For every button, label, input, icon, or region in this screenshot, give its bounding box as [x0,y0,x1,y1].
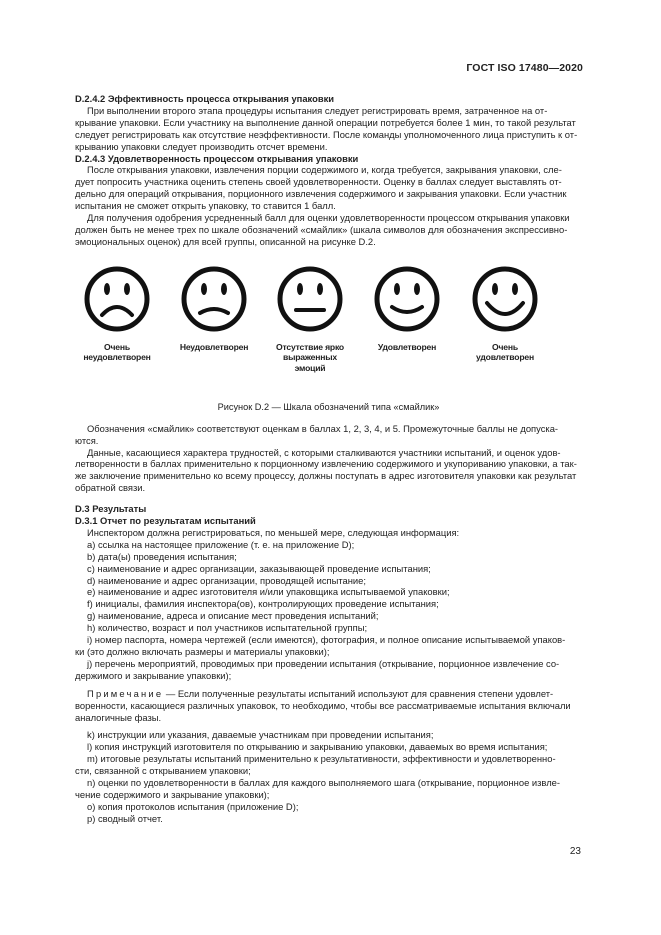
text-line: ются. [75,434,99,446]
section-d243-text2 [75,212,582,248]
list-item: c) наименование и адрес организации, заказывающей проведение испытания; [87,562,431,574]
unsatisfied-face-icon [180,265,248,333]
very-unsatisfied-face-icon [83,265,151,333]
satisfied-face-icon [373,265,441,333]
list-item: g) наименование, адреса и описание мест проведения испытаний; [87,610,379,622]
note-line: воренности, касающиеся различных упаковок, то необходимо, чтобы все рассматриваемые испытания включали [75,699,571,711]
report-items-list-2 [75,729,582,824]
neutral-face-icon [276,265,344,333]
text-line: обратной связи. [75,482,146,494]
list-item: j) перечень мероприятий, проводимых при проведении испытания (открывание, порционное извлечение со- [87,657,560,669]
list-item: e) наименование и адрес изготовителя и/или упаковщика испытываемой упаковки; [87,586,450,598]
list-item: p) сводный отчет. [87,812,163,824]
list-item: i) номер паспорта, номера чертежей (если имеются), фотография, и полное описание испытываемой упаков- [87,634,566,646]
note-line [75,688,582,700]
list-item-continuation: ки (это должно включать размеры и материалы упаковки); [75,646,330,657]
paragraph-scale-meaning [75,423,582,447]
list-item: b) дата(ы) проведения испытания; [87,550,237,562]
text-line: крыванию упаковки следует производить отсчет времени. [75,140,328,152]
list-item: l) копия инструкций изготовителя по открыванию и закрыванию упаковки, даваемых во время испытания; [87,741,548,753]
list-item: o) копия протоколов испытания (приложение D); [87,800,299,812]
report-intro: Инспектором должна регистрироваться, по меньшей мере, следующая информация: [87,526,460,538]
list-item-continuation: сти, связанной с открыванием упаковки; [75,765,251,777]
smiley-label: Неудовлетворен [179,341,249,352]
text-line: Для получения одобрения усредненный балл для оценки удовлетворенности процессом открывания упаковки [87,212,570,224]
page-number: 23 [569,846,581,857]
list-item-continuation: чение содержимого и закрывание упаковки); [75,788,270,800]
section-d242-text [75,105,582,153]
list-item: d) наименование и адрес организации, проводящей испытание; [87,574,366,586]
section-d243-text [75,164,582,212]
smiley-label: Очень удовлетворен [476,341,534,363]
text-line: испытания не сможет открыть упаковку, то ставится 1 балл. [75,200,336,212]
list-item: m) итоговые результаты испытаний применительно к результативности, эффективности и удовлетворенно- [87,753,556,765]
paragraph-feedback [75,447,582,495]
text-line: должен быть не менее трех по шкале обозначений «смайлик» (шкала символов для обозначения экспрессивно- [75,223,568,235]
list-item: h) количество, возраст и пол участников испытательной группы; [87,622,368,634]
text-line: После открывания упаковки, извлечения порции содержимого и, когда требуется, закрывания упаковки, сле- [87,164,562,176]
smiley-label: Очень неудовлетворен [83,341,151,363]
note-label: Примечание [87,687,164,699]
text-line: Обозначения «смайлик» соответствуют оценкам в баллах 1, 2, 3, 4, и 5. Промежуточные баллы не допуска- [87,422,559,434]
text-line: крывание упаковки. Если участнику на выполнение данной операции потребуется более 1 мин, то такой результат [75,116,576,128]
list-item: n) оценки по удовлетворенности в баллах для каждого выполняемого шага (открывание, порционное извле- [87,777,560,789]
smiley-satisfied [365,265,449,353]
text-line: Данные, касающиеся характера трудностей, с которыми сталкиваются участники испытаний, и оценок удов- [87,446,561,458]
text-line: следует регистрировать как отсутствие неэффективности. После команды уполномоченного лица приступить к от- [75,128,578,140]
text-line: же заключение применительно ко всему процессу, должны поступать в адрес изготовителя упаковки как результат [75,470,577,482]
list-item-continuation: держимого и закрывание упаковки); [75,669,232,681]
text-line: эмоциональных оценок) для всей группы, описанной на рисунке D.2. [75,235,376,247]
text-line: летворенности в баллах применительно к порционному извлечению содержимого и укупориванию упаковки, а так- [75,458,577,470]
list-item: f) инициалы, фамилия инспектора(ов), контролирующих проведение испытания; [87,598,439,610]
smiley-neutral [268,265,352,374]
text-line: При выполнении второго этапа процедуры испытания следует регистрировать время, затраченное на от- [87,104,548,116]
text-line: дельно для операций открывания, порционного извлечения содержимого и закрывания упаковки. Если участник [75,188,567,200]
report-items-list [75,539,582,682]
note-block [75,688,582,724]
very-satisfied-face-icon [471,265,539,333]
smiley-label: Удовлетворен [377,341,437,352]
list-item: k) инструкции или указания, даваемые участникам при проведении испытания; [87,729,434,741]
list-item: a) ссылка на настоящее приложение (т. е. на приложение D); [87,538,355,550]
text-line: дует попросить участника оценить степень своей удовлетворенности. Оценку в баллах следует выставлять от- [75,176,562,188]
section-d242-title: D.2.4.2 Эффективность процесса открывания упаковки [75,93,335,104]
note-text: — Если полученные результаты испытаний используют для сравнения степени удовлет- [163,687,554,699]
note-line: аналогичные фазы. [75,711,162,723]
section-d243-title: D.2.4.3 Удовлетворенность процессом открывания упаковки [75,152,359,164]
page-content [75,93,582,825]
smiley-very-satisfied [463,265,547,363]
section-d31-title: D.3.1 Отчет по результатам испытаний [75,515,256,527]
standard-header: ГОСТ ISO 17480—2020 [466,62,583,74]
section-d3-title: D.3 Результаты [75,503,147,515]
smiley-unsatisfied [172,265,256,353]
smiley-very-unsatisfied [75,265,159,363]
smiley-scale-figure [75,252,582,402]
smiley-label: Отсутствие ярко выраженных эмоций [276,341,344,373]
figure-caption: Рисунок D.2 — Шкала обозначений типа «смайлик» [217,401,440,412]
